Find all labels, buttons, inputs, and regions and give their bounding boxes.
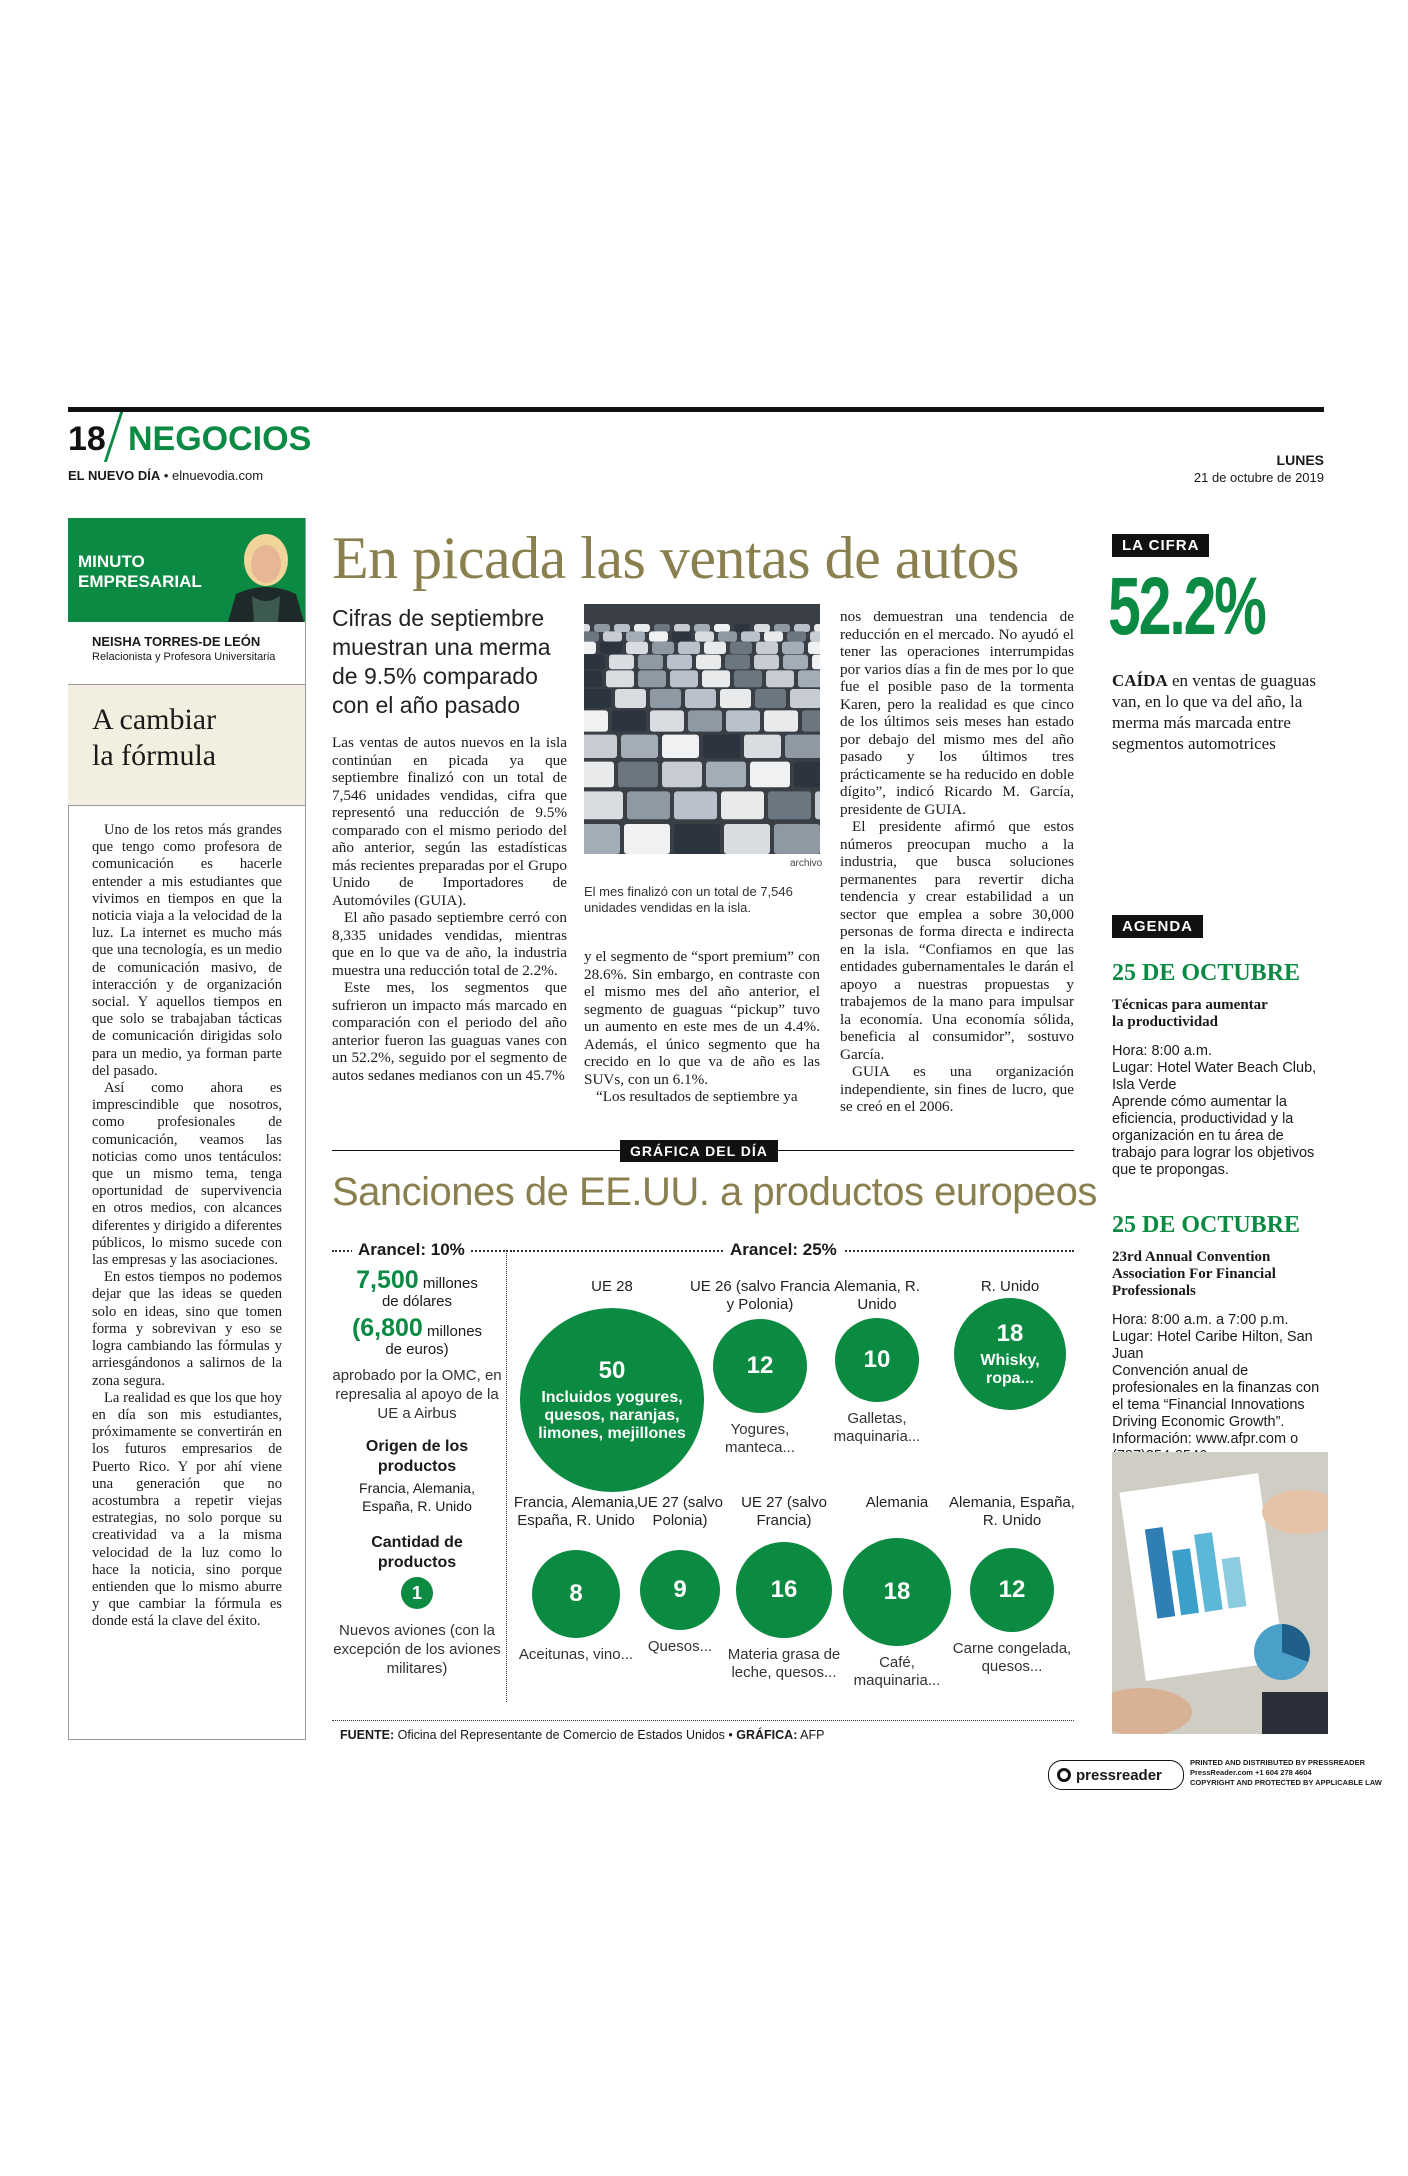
infographic-bottom-rule <box>332 1720 1074 1721</box>
car-shape <box>672 631 691 641</box>
car-shape <box>584 824 620 854</box>
article-col-2 <box>584 948 820 1106</box>
pressreader-brand: pressreader <box>1076 1766 1162 1784</box>
origin-title: Origen de los productos <box>365 1438 469 1475</box>
product-count-circle <box>970 1548 1054 1632</box>
product-count-circle <box>954 1298 1066 1410</box>
circle-origin-label: UE 26 (salvo Francia y Polonia) <box>689 1278 831 1313</box>
event-title: 23rd Annual Convention Association For Financial Professionals <box>1112 1249 1276 1299</box>
car-shape <box>584 735 617 758</box>
euro-line <box>332 1314 502 1343</box>
car-shape <box>634 624 650 632</box>
euro-unit: millones <box>427 1323 483 1340</box>
pressreader-notice <box>1190 1758 1382 1788</box>
column-title-1: A cambiar <box>92 703 217 736</box>
author-role: Relacionista y Profesora Universitaria <box>92 651 276 663</box>
qty-badge <box>401 1577 433 1609</box>
cifra-tag-wrap <box>1112 534 1209 557</box>
car-shape <box>685 689 716 708</box>
car-shape <box>652 642 674 654</box>
event-place: Lugar: Hotel Water Beach Club, Isla Verde <box>1112 1060 1317 1093</box>
graphic-label: GRÁFICA: <box>736 1728 798 1742</box>
source-text: Oficina del Representante de Comercio de Estados Unidos <box>397 1728 725 1742</box>
product-count-circle <box>736 1542 832 1638</box>
car-shape <box>787 631 806 641</box>
car-shape <box>662 735 699 758</box>
car-shape <box>766 670 794 687</box>
car-shape <box>626 631 645 641</box>
circle-count: 18 <box>883 1578 911 1605</box>
car-shape <box>755 689 786 708</box>
event-desc: Convención anual de profesionales en la finanzas con el tema “Financial Innovations Driving Economic Growth”. Información: www.afpr.com o <box>1112 1363 1320 1447</box>
pressreader-logo <box>1048 1760 1184 1790</box>
car-shape <box>612 710 646 731</box>
car-shape <box>584 762 614 788</box>
tariff-10: Arancel: 10% <box>358 1240 465 1259</box>
car-shape <box>670 670 698 687</box>
car-shape <box>584 670 602 687</box>
car-shape <box>626 642 648 654</box>
car-shape <box>584 791 623 819</box>
euro-unit2: de euros) <box>385 1341 449 1358</box>
infographic-title: Sanciones de EE.UU. a productos europeos <box>332 1170 1097 1214</box>
product-count-circle <box>835 1318 919 1402</box>
article-paragraph: y el segmento de “sport premium” con 28.6%. Sin embargo, en contraste con el mismo mes del año anterior, el segmento de guaguas “pickup” tuvo un aumento en este mes de un 4.4%. Además, el único segmento que ha crecido en lo que va de año es las SUVs, con un 6.1%. <box>584 948 820 1088</box>
car-shape <box>615 689 646 708</box>
amount-unit: millones <box>422 1275 478 1292</box>
car-shape <box>638 655 663 670</box>
article-paragraph: El año pasado septiembre cerró con 8,335 unidades vendidas, mientras que en lo que va de año, la industria muestra una reducción total de 2.2%. <box>332 909 567 979</box>
car-shape <box>725 655 750 670</box>
article-col-1 <box>332 734 567 1084</box>
car-shape <box>754 655 779 670</box>
circle-count: 16 <box>770 1576 798 1603</box>
car-shape <box>734 670 762 687</box>
circle-count: 12 <box>998 1576 1026 1603</box>
circle-count: 8 <box>569 1580 583 1607</box>
tariff-25: Arancel: 25% <box>730 1240 837 1259</box>
agenda-tag-wrap <box>1112 915 1203 938</box>
product-count-circle <box>532 1550 620 1638</box>
masthead: EL NUEVO DÍA • elnuevodia.com <box>68 468 264 483</box>
car-shape <box>756 642 778 654</box>
car-shape <box>584 655 605 670</box>
car-shape <box>667 655 692 670</box>
car-shape <box>794 762 820 788</box>
amount-dollars: 7,500 <box>356 1266 419 1294</box>
amount-euros: (6,800 <box>351 1314 423 1342</box>
car-shape <box>721 791 764 819</box>
product-count-circle <box>843 1538 951 1646</box>
car-shape <box>808 642 820 654</box>
circle-origin-label: R. Unido <box>980 1278 1040 1295</box>
car-shape <box>674 624 690 632</box>
article-photo <box>584 604 820 854</box>
circle-count: 12 <box>746 1352 774 1379</box>
event-desc: Aprende cómo aumentar la eficiencia, productividad y la organización en tu área de trabajo para lograr los objetivos que te propongas. <box>1112 1094 1315 1178</box>
origin-value: Francia, Alemania, España, R. Unido <box>359 1480 475 1514</box>
notice-line: PRINTED AND DISTRIBUTED BY PRESSREADER <box>1190 1758 1366 1767</box>
circle-origin-label: Alemania, España, R. Unido <box>949 1494 1075 1529</box>
car-shape <box>720 689 751 708</box>
car-shape <box>674 791 717 819</box>
qty-value: 1 <box>411 1583 422 1603</box>
car-shape <box>774 624 790 632</box>
car-shape <box>594 624 610 632</box>
car-shape <box>674 824 720 854</box>
column-banner <box>68 518 305 622</box>
circle-products-label: Carne congelada, quesos... <box>952 1640 1072 1675</box>
amount-line <box>332 1266 502 1295</box>
notice-line: COPYRIGHT AND PROTECTED BY APPLICABLE LAW <box>1190 1778 1382 1787</box>
circle-inner-text: Incluidos yogures, quesos, naranjas, limones, mejillones <box>538 1389 686 1442</box>
business-meeting-image <box>1112 1452 1328 1734</box>
left-desc: aprobado por la OMC, en represalia al apoyo de la UE a Airbus <box>332 1367 502 1422</box>
car-shape <box>650 710 684 731</box>
car-shape <box>815 791 820 819</box>
circle-count: 9 <box>673 1576 687 1603</box>
article-col-3 <box>840 608 1074 1116</box>
car-shape <box>754 624 770 632</box>
agenda-image <box>1112 1452 1328 1734</box>
car-shape <box>618 762 658 788</box>
car-shape <box>744 735 781 758</box>
page-number: 18 <box>68 420 106 458</box>
circle-count: 50 <box>598 1357 626 1384</box>
car-shape <box>650 689 681 708</box>
car-shape <box>726 710 760 731</box>
circle-products-label: Galletas, maquinaria... <box>833 1410 921 1445</box>
car-shape <box>614 624 630 632</box>
event-date: 25 DE OCTUBRE <box>1112 1212 1301 1238</box>
car-shape <box>662 762 702 788</box>
cifra-text <box>1112 670 1342 754</box>
car-shape <box>627 791 670 819</box>
infographic-tag-wrap <box>620 1140 778 1162</box>
car-shape <box>783 655 808 670</box>
infographic-source: FUENTE: Oficina del Representante de Comercio de Estados Unidos • GRÁFICA: AFP <box>340 1728 825 1742</box>
circle-products-label: Café, maquinaria... <box>853 1654 941 1689</box>
circle-origin-label: Alemania, R. Unido <box>834 1278 920 1313</box>
event-time: Hora: 8:00 a.m. <box>1112 1043 1212 1059</box>
column-title-area <box>68 684 305 806</box>
top-rule <box>68 407 1324 412</box>
product-count-circle <box>640 1550 720 1630</box>
car-shape <box>621 735 658 758</box>
right-header <box>724 1240 843 1260</box>
author-name: NEISHA TORRES-DE LEÓN <box>92 634 261 649</box>
car-shape <box>798 670 820 687</box>
product-count-circle <box>713 1319 807 1413</box>
circle-origin-label: Francia, Alemania, España, R. Unido <box>513 1494 639 1529</box>
article-paragraph: “Los resultados de septiembre ya <box>596 1088 798 1105</box>
column-label-1: MINUTO <box>78 552 145 571</box>
car-shape <box>706 762 746 788</box>
car-shape <box>606 670 634 687</box>
infographic-divider <box>506 1250 507 1702</box>
article-paragraph: Este mes, los segmentos que sufrieron un impacto más marcado en comparación con el periodo del año anterior fueron las guaguas vanes con un 52.2%, seguido por el segmento de autos sedanes medianos con un 45.7% <box>332 979 567 1084</box>
car-shape <box>638 670 666 687</box>
cifra-desc: en ventas de guaguas van, en lo que va del año, la merma más marcada entre segmentos automotrices <box>1112 671 1316 753</box>
column-paragraph: En estos tiempos no podemos dejar que las ideas se queden solo en ideas, sino que tomen forma y sobrevivan y eso se logra cambiando las fórmulas y arriesgándonos a salirnos de la zona segura. <box>92 1269 282 1389</box>
day: LUNES <box>1276 452 1324 468</box>
event-place: Lugar: Hotel Caribe Hilton, San Juan <box>1112 1329 1313 1362</box>
car-shape <box>678 642 700 654</box>
column-paragraph: Así como ahora es imprescindible que nosotros, como profesionales de comunicación, veamos las noticias como unos tentáculos: que un mismo tema, tenga oportunidad de supervivencia en otros medios, con alcances diferentes y dirigido a diferentes públicos, lo mismo sucede con las empresas y las asociaciones. <box>92 1080 282 1269</box>
event-title: Técnicas para aumentar la productividad <box>1112 997 1268 1030</box>
agenda-event <box>1112 1212 1332 1465</box>
article-paragraph: GUIA es una organización independiente, sin fines de lucro, que se creó en el 2006. <box>840 1063 1074 1115</box>
amount-unit2: de dólares <box>381 1293 453 1310</box>
car-shape <box>688 710 722 731</box>
left-header <box>352 1240 471 1260</box>
car-shape <box>730 642 752 654</box>
car-shape <box>584 624 590 632</box>
circle-products-label: Aceitunas, vino... <box>518 1646 634 1663</box>
agenda-event <box>1112 960 1332 1179</box>
car-shape <box>734 624 750 632</box>
circle-inner-text: Whisky, ropa... <box>980 1352 1040 1387</box>
car-shape <box>654 624 670 632</box>
car-shape <box>718 631 737 641</box>
circle-products-label: Quesos... <box>647 1638 713 1655</box>
graphic-text: AFP <box>800 1728 825 1742</box>
date: 21 de octubre de 2019 <box>1193 470 1324 485</box>
car-shape <box>782 642 804 654</box>
car-shape <box>741 631 760 641</box>
column-paragraph: Uno de los retos más grandes que tengo como profesora de comunicación es hacerle entender a mis estudiantes que vivimos en tiempos en que la noticia viaja a la velocidad de la luz. La internet es mucho más que una tecnología, es un medio de comunicación masivo, de interacción y de organización social. Y aquellos tiempos en que solo se trabajaban tácticas de comunicación dirigidas solo para un medio, ya forman parte del pasado. <box>92 822 282 1079</box>
event-time: Hora: 8:00 a.m. a 7:00 p.m. <box>1112 1312 1289 1328</box>
car-shape <box>750 762 790 788</box>
car-shape <box>812 655 820 670</box>
notice-line: PressReader.com +1 604 278 4604 <box>1190 1768 1312 1777</box>
car-shape <box>814 624 820 632</box>
car-shape <box>790 689 820 708</box>
circle-origin-label: UE 28 <box>591 1278 633 1295</box>
product-count-circle <box>520 1308 704 1492</box>
circle-count: 10 <box>863 1346 891 1373</box>
car-shape <box>694 624 710 632</box>
car-shape <box>584 631 599 641</box>
car-shape <box>794 624 810 632</box>
car-shape <box>584 642 596 654</box>
article-paragraph: Las ventas de autos nuevos en la isla continúan en picada ya que septiembre finalizó con un total de 7,546 unidades vendidas, cifra que representó una reducción de 9.5% comparado con el mismo periodo del año anterior, según las estadísticas más recientes preparadas por el Grupo Unido de Importadores de Automóviles (GUIA). <box>332 734 567 909</box>
section-title: NEGOCIOS <box>128 420 312 458</box>
deck: Cifras de septiembre muestran una merma de 9.5% comparado con el año pasado <box>332 605 551 718</box>
car-shape <box>702 670 730 687</box>
car-shape <box>768 791 811 819</box>
circle-origin-label: Alemania <box>865 1494 929 1511</box>
car-shape <box>714 624 730 632</box>
photo-credit: archivo <box>790 858 823 869</box>
event-date: 25 DE OCTUBRE <box>1112 960 1301 986</box>
agenda-tag: AGENDA <box>1112 915 1203 938</box>
photo-caption: El mes finalizó con un total de 7,546 unidades vendidas en la isla. <box>584 884 793 915</box>
car-shape <box>649 631 668 641</box>
circle-products-label: Materia grasa de leche, quesos... <box>727 1646 841 1681</box>
car-shape <box>584 689 611 708</box>
car-shape <box>703 735 740 758</box>
headline: En picada las ventas de autos <box>332 525 1019 591</box>
circle-origin-label: UE 27 (salvo Francia) <box>741 1494 827 1529</box>
car-shape <box>810 631 820 641</box>
article-paragraph: El presidente afirmó que estos números preocupan mucho a la industria, que busca soluciones permanentes para revertir dicha tendencia y crear estabilidad a un sector que emplea a sobre 30,000 personas de forma directa e indirecta en la isla. “Confiamos en que las entidades gubernamentales le darán el apoyo a nuestras propuestas y trabajemos de la mano para impulsar la economía. Una economía sólida, beneficia al consumidor”, sostuvo García. <box>840 818 1074 1063</box>
car-shape <box>600 642 622 654</box>
circle-products-label: Yogures, manteca... <box>724 1421 796 1456</box>
car-shape <box>764 710 798 731</box>
article-paragraph: nos demuestran una tendencia de reducción en el mercado. No ayudó el tener las operaciones interrumpidas por varios días a fin de mes por lo que fue el posible paso de la tormenta Karen, pero la realidad es que cinco de los últimos seis meses han estado por debajo del mismo mes del año pasado y los últimos tres prácticamente se ha reducido en doble dígito”, indicó Ricardo M. García, presidente de GUIA. <box>840 608 1074 818</box>
car-shape <box>764 631 783 641</box>
column-title-2: la fórmula <box>92 739 217 772</box>
left-panel <box>332 1266 502 1678</box>
car-shape <box>609 655 634 670</box>
column-paragraph: La realidad es que los que hoy en día son mis estudiantes, próximamente se convertirán en los futuros empresarios de Puerto Rico. Y por ahí viene una generación que no acostumbra a repetir viejas estrategias, no solo porque su creatividad va a la misma velocidad de la luz como lo hace la noticia, sino porque entienden que lo mismo aburre y que cambiar la fórmula es donde está la clave del éxito. <box>92 1389 282 1630</box>
qty-title: Cantidad de productos <box>371 1534 463 1571</box>
parked-cars-image <box>584 604 820 854</box>
qty-desc: Nuevos aviones (con la excepción de los aviones militares) <box>333 1622 501 1677</box>
car-shape <box>724 824 770 854</box>
car-shape <box>696 655 721 670</box>
cifra-value: 52.2% <box>1108 561 1265 652</box>
circle-origin-label: UE 27 (salvo Polonia) <box>637 1494 723 1529</box>
paper-name: EL NUEVO DÍA <box>68 468 161 483</box>
slash-divider <box>104 412 123 462</box>
source-label: FUENTE: <box>340 1728 395 1742</box>
column-author-area <box>68 622 305 684</box>
circle-count: 18 <box>996 1320 1024 1347</box>
cifra-tag: LA CIFRA <box>1112 534 1209 557</box>
car-shape <box>774 824 820 854</box>
author-photo <box>228 522 304 622</box>
car-shape <box>584 710 608 731</box>
cifra-lead: CAÍDA <box>1112 671 1168 690</box>
column-body <box>92 822 282 1631</box>
column-label-2: EMPRESARIAL <box>78 572 202 591</box>
infographic-tag: GRÁFICA DEL DÍA <box>620 1140 778 1162</box>
pressreader-icon <box>1057 1768 1071 1782</box>
car-shape <box>695 631 714 641</box>
car-shape <box>624 824 670 854</box>
car-shape <box>603 631 622 641</box>
car-shape <box>785 735 820 758</box>
site-url: elnuevodia.com <box>172 468 264 483</box>
car-shape <box>704 642 726 654</box>
car-shape <box>802 710 820 731</box>
